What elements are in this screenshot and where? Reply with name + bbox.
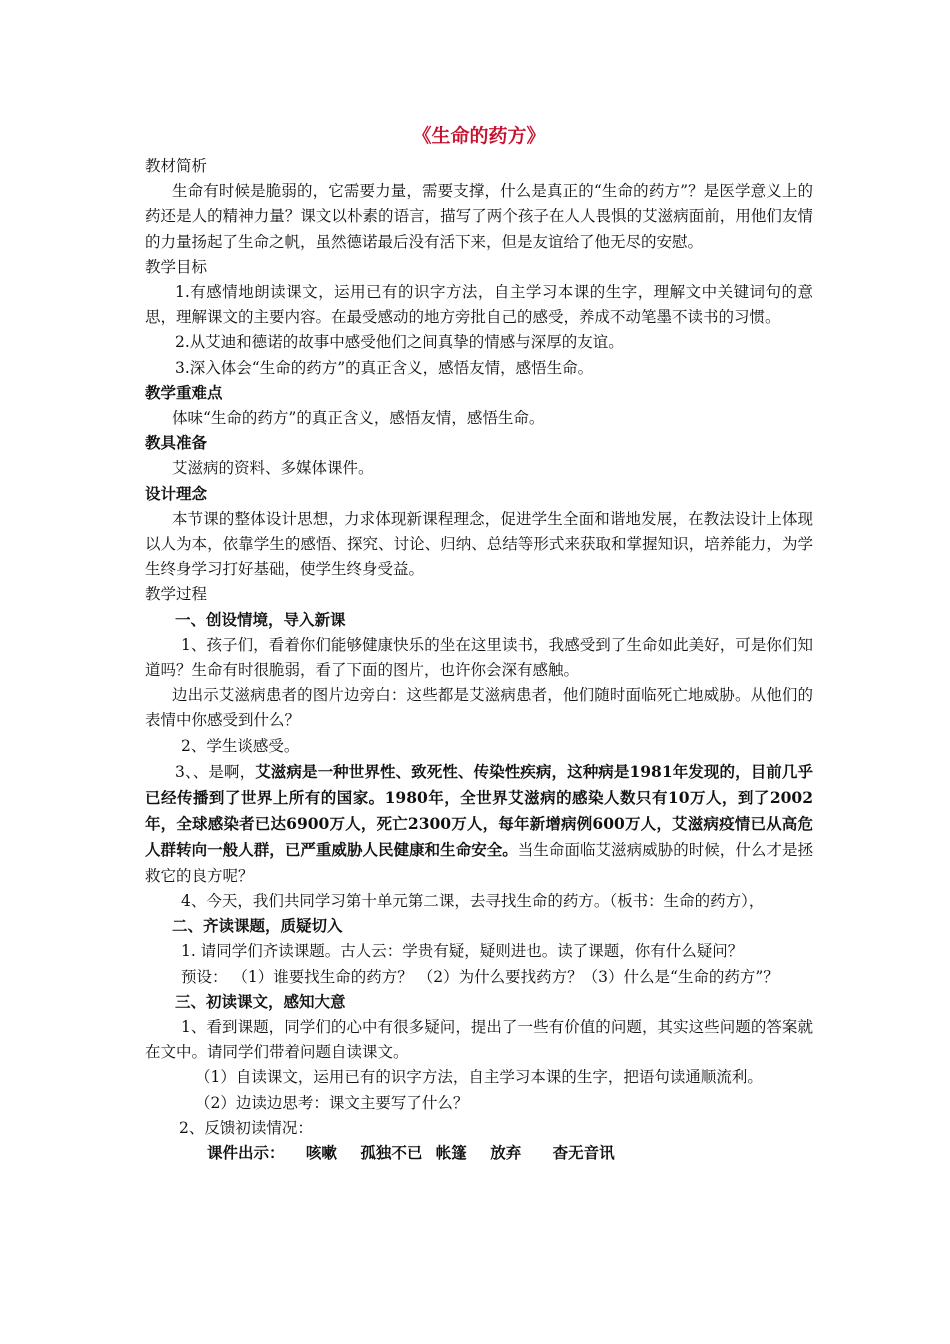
part2-heading: 二、齐读课题，质疑切入	[172, 917, 343, 936]
part2-paragraph: 预设： （1）谁要找生命的药方？ （2）为什么要找药方？（3）什么是“生命的药方”？	[181, 967, 779, 986]
part1-paragraph: 4、今天，我们共同学习第十单元第二课，去寻找生命的药方。（板书：生命的药方），	[181, 891, 765, 910]
part3-paragraph: （1）自读课文，运用已有的识字方法，自主学习本课的生字，把语句读通顺流利。	[195, 1068, 763, 1087]
vocab-word: 放弃	[490, 1143, 522, 1162]
prep-paragraph: 艾滋病的资料、多媒体课件。	[172, 459, 374, 478]
aids-tail: 当生命面临艾滋病威胁的时候，什么才是拯救它的良方呢？	[145, 841, 813, 885]
key-paragraph: 体味“生命的药方”的真正含义，感悟友情，感悟生命。	[172, 409, 545, 428]
part2-paragraph: 1. 请同学们齐读课题。古人云：学贵有疑，疑则进也。读了课题，你有什么疑问？	[181, 942, 744, 961]
analysis-paragraph: 生命有时候是脆弱的，它需要力量，需要支撑，什么是真正的“生命的药方”？是医学意义上的药还是人的精神力量？课文以朴素的语言，描写了两个孩子在人人畏惧的艾滋病面前，用他们友情的力量扬起了生命之帆，虽然德诺最后没有活下来，但是友谊给了他无尽的安慰。	[145, 182, 813, 251]
aids-lead: 3、、是啊，	[175, 762, 256, 781]
vocab-word: 杳无音讯	[552, 1143, 615, 1162]
part3-paragraph: （2）边读边思考：课文主要写了什么？	[195, 1093, 469, 1112]
aids-bold-text: 艾滋病是一种世界性、致死性、传染性疾病，这种病是1981年发现的，目前几乎已经传播到了世界上所有的国家。1980年，全世界艾滋病的感染人数只有10万人，到了2002年，全球感染者已达6900万人，死亡2300万人，每年新增病例600万人，艾滋病疫情已从高危人群转向一般人群，已严重威胁人民健康和生命安全。	[145, 761, 813, 860]
section-heading-idea: 设计理念	[145, 484, 208, 503]
part1-paragraph: 2、学生谈感受。	[181, 736, 300, 755]
idea-paragraph: 本节课的整体设计思想，力求体现新课程理念，促进学生全面和谐地发展，在教法设计上体现以人为本，依靠学生的感悟、探究、讨论、归纳、总结等形式来获取和掌握知识，培养能力，为学生终身学习打好基础，使学生终身受益。	[145, 509, 813, 579]
document-title: 《生命的药方》	[412, 125, 546, 147]
vocab-word: 帐篷	[435, 1143, 467, 1162]
part3-paragraph: 1、看到课题，同学们的心中有很多疑问，提出了一些有价值的问题，其实这些问题的答案就在文中。请同学们带着问题自读课文。	[145, 1017, 813, 1062]
section-heading-analysis: 教材简析	[145, 157, 208, 175]
section-heading-prep: 教具准备	[145, 434, 208, 453]
goal-item: 1.有感情地朗读课文，运用已有的识字方法，自主学习本课的生字，理解文中关键词句的意思，理解课文的主要内容。在最受感动的地方旁批自己的感受，养成不动笔墨不读书的习惯。	[145, 283, 813, 327]
part3-heading: 三、初读课文，感知大意	[175, 992, 346, 1011]
section-heading-goals: 教学目标	[145, 257, 208, 276]
goal-item: 2.从艾迪和德诺的故事中感受他们之间真挚的情感与深厚的友谊。	[175, 333, 624, 352]
section-heading-process: 教学过程	[145, 585, 208, 604]
part1-paragraph: 边出示艾滋病患者的图片边旁白：这些都是艾滋病患者，他们随时面临死亡地威胁。从他们的表情中你感受到什么？	[145, 686, 813, 730]
part1-heading: 一、创设情境，导入新课	[175, 610, 346, 629]
part1-paragraph: 1、孩子们，看着你们能够健康快乐的坐在这里读书，我感受到了生命如此美好，可是你们知道吗？生命有时很脆弱，看了下面的图片，也许你会深有感触。	[145, 635, 813, 680]
document-page	[145, 118, 813, 1166]
vocab-word: 孤独不已	[360, 1143, 423, 1162]
section-heading-key: 教学重难点	[145, 383, 223, 402]
vocab-word: 咳嗽	[305, 1143, 337, 1162]
courseware-words	[145, 1141, 813, 1166]
part3-paragraph: 2、反馈初读情况：	[179, 1118, 313, 1137]
courseware-label: 课件出示：	[207, 1143, 285, 1162]
part1-paragraph-aids	[145, 759, 813, 889]
goal-item: 3.深入体会“生命的药方”的真正含义，感悟友情，感悟生命。	[175, 358, 594, 377]
